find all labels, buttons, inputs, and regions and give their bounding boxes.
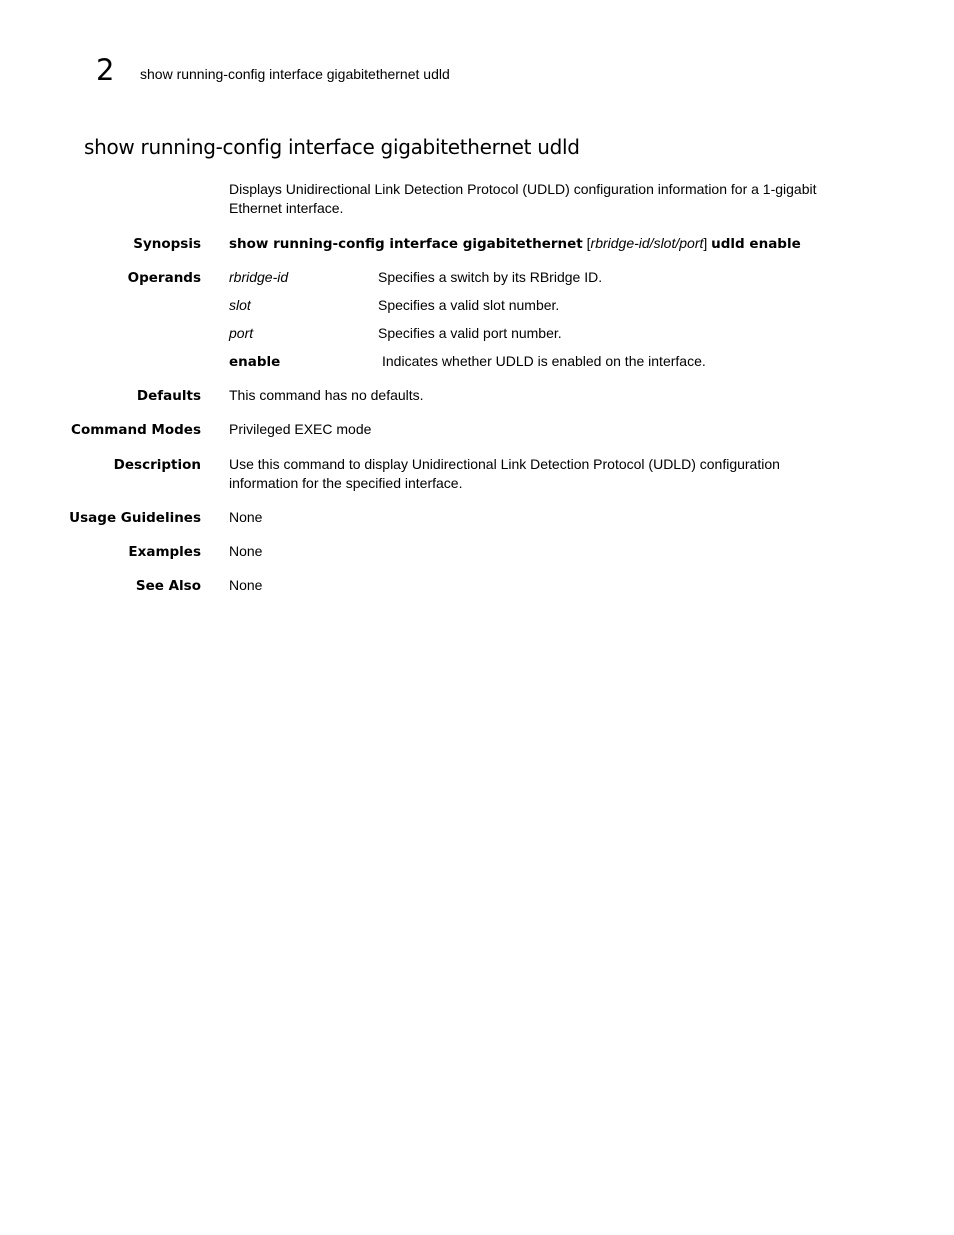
operand-description: Specifies a valid slot number. [378, 297, 560, 313]
running-header: show running-config interface gigabitethernet udld [140, 66, 450, 82]
synopsis-body [229, 234, 859, 254]
synopsis-suffix: udld enable [711, 236, 801, 252]
chapter-number: 2 [96, 53, 115, 87]
description-label: Description [113, 457, 201, 473]
examples-label: Examples [128, 544, 201, 560]
operand-term: rbridge-id [229, 269, 289, 285]
operand-description: Indicates whether UDLD is enabled on the interface. [382, 353, 706, 369]
synopsis-label: Synopsis [133, 236, 201, 252]
synopsis-command: show running-config interface gigabitethernet [229, 236, 583, 252]
synopsis-argument: rbridge-id/slot/port [590, 235, 704, 251]
operand-term: slot [229, 297, 251, 313]
operand-description: Specifies a switch by its RBridge ID. [378, 269, 603, 285]
operand-term: enable [229, 354, 281, 370]
intro-paragraph: Displays Unidirectional Link Detection Protocol (UDLD) configuration information for a 1-gigabit Ethernet interface. [229, 181, 817, 216]
operands-label: Operands [127, 270, 201, 286]
command-modes-label: Command Modes [71, 422, 201, 438]
synopsis-open-bracket: [ [586, 235, 591, 251]
synopsis-close-bracket: ] [703, 235, 708, 251]
usage-guidelines-text: None [229, 509, 263, 525]
operand-term: port [229, 325, 254, 341]
examples-text: None [229, 543, 263, 559]
command-modes-text: Privileged EXEC mode [229, 421, 372, 437]
defaults-text: This command has no defaults. [229, 387, 424, 403]
description-text: Use this command to display Unidirectional Link Detection Protocol (UDLD) configuration information for the specified interface. [229, 456, 780, 491]
see-also-label: See Also [135, 578, 201, 594]
see-also-text: None [229, 577, 263, 593]
defaults-label: Defaults [136, 388, 201, 404]
operand-description: Specifies a valid port number. [378, 325, 562, 341]
usage-guidelines-label: Usage Guidelines [69, 510, 201, 526]
section-title: show running-config interface gigabitethernet udld [84, 135, 580, 159]
